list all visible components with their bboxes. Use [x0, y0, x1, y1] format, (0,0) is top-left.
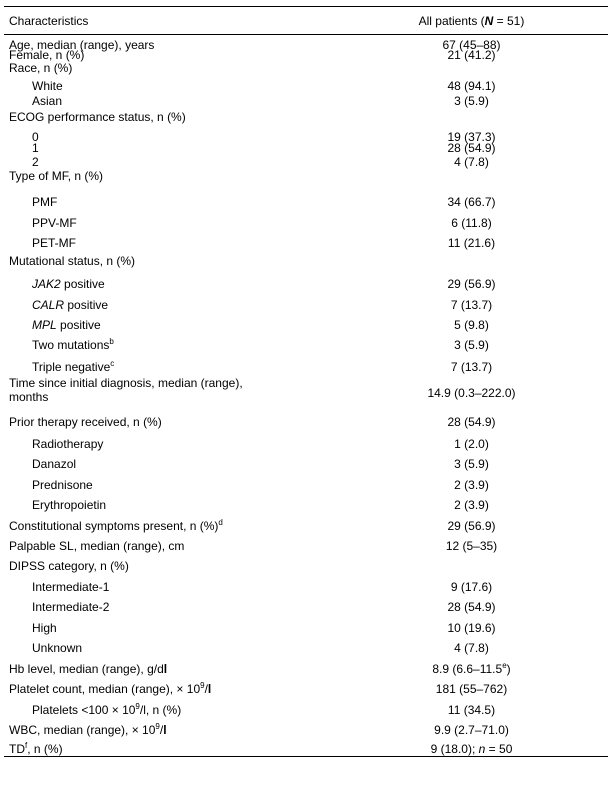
row-value — [344, 641, 599, 655]
row-value — [344, 360, 599, 374]
value-text: 29 (56.9) — [447, 277, 496, 291]
value-text: 4 (7.8) — [454, 641, 489, 655]
label-text: Danazol — [32, 457, 77, 471]
table-row — [4, 230, 608, 251]
table-row — [4, 373, 608, 412]
row-label — [9, 110, 186, 124]
row-value — [344, 277, 599, 291]
label-text: Mutational status, n (%) — [9, 254, 136, 268]
label-text: PPV-MF — [32, 216, 77, 230]
footnote-marker: b — [109, 337, 114, 346]
row-label — [9, 169, 103, 183]
row-label — [32, 621, 57, 635]
label-text: Constitutional symptoms present, n (%) — [9, 519, 219, 533]
table-row — [4, 48, 608, 61]
value-text: 10 (19.6) — [447, 621, 496, 635]
row-value — [344, 236, 599, 250]
label-text-after: /l, n (%) — [139, 703, 182, 717]
label-text: positive — [56, 318, 101, 332]
label-unit: l — [163, 662, 168, 676]
label-text-after: / — [159, 723, 164, 737]
label-text-after: , n (%) — [27, 742, 63, 756]
value-text: 11 (21.6) — [447, 236, 496, 250]
table-row — [4, 432, 608, 452]
row-label — [32, 641, 82, 655]
value-text: 12 (5–35) — [445, 539, 498, 553]
baseline-characteristics-table — [4, 6, 608, 757]
footnote-marker: f — [25, 741, 28, 750]
row-label — [9, 519, 223, 533]
row-label — [32, 94, 62, 108]
header-all-patients — [344, 14, 599, 28]
table-bottom-rule — [4, 756, 608, 757]
table-header-row — [4, 6, 608, 35]
table-body — [4, 35, 608, 757]
row-value — [344, 94, 599, 108]
table-row — [4, 514, 608, 534]
label-text: Palpable SL, median (range), cm — [9, 539, 185, 553]
value-text: 67 (45–88) — [442, 38, 501, 52]
label-text: TD — [9, 742, 25, 756]
row-value — [344, 386, 599, 400]
value-text: 48 (94.1) — [447, 79, 496, 93]
row-value — [344, 216, 599, 230]
label-text: Two mutations — [32, 338, 110, 352]
label-text: Intermediate-1 — [32, 580, 110, 594]
table-row — [4, 155, 608, 169]
table-row — [4, 94, 608, 110]
label-text: Race, n (%) — [9, 61, 73, 75]
row-label — [32, 195, 57, 209]
row-value — [344, 478, 599, 492]
row-label — [32, 457, 76, 471]
label-superscript: 9 — [200, 681, 205, 690]
footnote-marker: d — [218, 518, 223, 527]
row-label — [9, 742, 63, 756]
value-text: 11 (34.5) — [447, 703, 496, 717]
value-text: 8.9 (6.6–11.5 — [432, 662, 503, 676]
value-text: 28 (54.9) — [447, 415, 496, 429]
label-text: Triple negative — [32, 360, 111, 374]
label-text: PET-MF — [32, 236, 76, 250]
value-text: 6 (11.8) — [451, 216, 492, 230]
row-label — [32, 360, 114, 374]
row-value — [344, 298, 599, 312]
label-text: PMF — [32, 195, 58, 209]
value-text: 9 (18.0); — [430, 742, 479, 756]
value-n-symbol: n — [478, 742, 486, 756]
value-text: 19 (37.3) — [447, 130, 496, 144]
label-text: positive — [60, 277, 105, 291]
label-superscript: 9 — [155, 722, 160, 731]
table-row — [4, 493, 608, 514]
table-row — [4, 169, 608, 189]
row-label — [32, 318, 101, 332]
value-suffix: = 50 — [485, 742, 513, 756]
table-row — [4, 35, 608, 52]
label-text: DIPSS category, n (%) — [9, 559, 129, 573]
row-value — [344, 723, 599, 737]
row-value — [344, 498, 599, 512]
row-value — [344, 519, 599, 533]
label-text-after: / — [204, 682, 208, 696]
label-text: 1 — [32, 141, 39, 155]
value-suffix: ) — [506, 662, 511, 676]
value-text: 21 (41.2) — [447, 48, 496, 62]
table-row — [4, 718, 608, 739]
row-value — [344, 682, 599, 696]
table-row — [4, 332, 608, 353]
footnote-marker: c — [110, 359, 115, 368]
row-label — [32, 298, 108, 312]
row-value — [344, 155, 599, 169]
header-all-patients-prefix: All patients ( — [418, 14, 485, 28]
row-label — [32, 580, 109, 594]
table-row — [4, 698, 608, 718]
row-value — [344, 580, 599, 594]
label-gene: JAK2 — [32, 277, 61, 291]
table-row — [4, 452, 608, 473]
label-text: Asian — [32, 94, 63, 108]
row-label — [32, 216, 77, 230]
row-label — [32, 703, 181, 717]
table-row — [4, 353, 608, 373]
table-row — [4, 251, 608, 271]
row-value — [344, 600, 599, 614]
label-text: High — [32, 621, 57, 635]
label-text: 0 — [32, 130, 39, 144]
label-text: Unknown — [32, 641, 83, 655]
table-row — [4, 595, 608, 616]
value-text: 7 (13.7) — [450, 360, 493, 374]
table-row — [4, 534, 608, 554]
table-row — [4, 141, 608, 155]
row-label — [32, 277, 105, 291]
value-text: 181 (55–762) — [435, 682, 508, 696]
row-value — [344, 195, 599, 209]
row-value — [344, 79, 599, 93]
row-value — [344, 415, 599, 429]
value-text: 28 (54.9) — [447, 600, 496, 614]
row-value — [344, 318, 599, 332]
row-label — [32, 141, 39, 155]
row-label — [9, 376, 243, 404]
label-text: Age, median (range), years — [9, 38, 155, 52]
value-text: 29 (56.9) — [447, 519, 496, 533]
value-text: 3 (5.9) — [454, 338, 489, 352]
value-text: 5 (9.8) — [454, 318, 489, 332]
value-text: 28 (54.9) — [447, 141, 496, 155]
value-text: 1 (2.0) — [454, 437, 489, 451]
table-row — [4, 271, 608, 292]
value-text: 4 (7.8) — [454, 155, 489, 169]
table-row — [4, 312, 608, 332]
table-row — [4, 636, 608, 657]
label-text: Female, n (%) — [9, 48, 85, 62]
table-row — [4, 739, 608, 757]
row-label — [9, 254, 135, 268]
row-label — [9, 723, 167, 737]
row-value — [344, 457, 599, 471]
row-label — [9, 48, 84, 62]
row-label — [32, 338, 114, 352]
label-text: Type of MF, n (%) — [9, 169, 104, 183]
row-label — [32, 437, 103, 451]
table-row — [4, 473, 608, 493]
row-value — [344, 141, 599, 155]
row-label — [9, 559, 129, 573]
table-row — [4, 412, 608, 432]
row-value — [344, 539, 599, 553]
value-text: 34 (66.7) — [447, 195, 496, 209]
row-value — [344, 742, 599, 756]
value-text: 14.9 (0.3–222.0) — [427, 386, 516, 400]
label-unit: l — [163, 723, 167, 737]
table-row — [4, 575, 608, 595]
value-text: 3 (5.9) — [454, 457, 489, 471]
label-gene: CALR — [32, 298, 65, 312]
row-label — [32, 79, 63, 93]
row-label — [9, 662, 167, 676]
header-n-symbol: N — [484, 14, 494, 28]
label-text: ECOG performance status, n (%) — [9, 110, 186, 124]
table-row — [4, 554, 608, 575]
row-value — [344, 621, 599, 635]
header-all-patients-suffix: = 51) — [493, 14, 525, 28]
value-text: 2 (3.9) — [454, 498, 489, 512]
table-row — [4, 657, 608, 677]
row-label — [32, 236, 76, 250]
table-row — [4, 189, 608, 210]
row-label — [9, 682, 211, 696]
label-superscript: 9 — [135, 702, 140, 711]
value-footnote-marker: e — [502, 661, 507, 670]
row-value — [344, 48, 599, 62]
value-text: 2 (3.9) — [454, 478, 489, 492]
label-unit: l — [207, 682, 212, 696]
row-label — [9, 61, 72, 75]
row-value — [344, 437, 599, 451]
table-row — [4, 61, 608, 78]
label-text: Radiotherapy — [32, 437, 104, 451]
row-value — [344, 338, 599, 352]
label-text: Intermediate-2 — [32, 600, 110, 614]
value-text: 9.9 (2.7–71.0) — [434, 723, 509, 737]
table-row — [4, 616, 608, 636]
label-text: Erythropoietin — [32, 498, 107, 512]
label-text: Platelets <100 × 10 — [32, 703, 136, 717]
header-characteristics: Characteristics — [9, 14, 89, 28]
value-text: 3 (5.9) — [454, 94, 489, 108]
row-label — [32, 478, 93, 492]
label-text: 2 — [32, 155, 39, 169]
row-label — [9, 539, 184, 553]
label-text: Time since initial diagnosis, median (range), — [9, 376, 243, 390]
table-row — [4, 210, 608, 230]
table-row — [4, 292, 608, 312]
label-text-line2: months — [9, 390, 49, 404]
row-label — [32, 498, 106, 512]
label-text: Hb level, median (range), g/d — [9, 662, 164, 676]
label-text: Platelet count, median (range), × 10 — [9, 682, 201, 696]
table-row — [4, 110, 608, 127]
row-label — [32, 600, 109, 614]
value-text: 7 (13.7) — [450, 298, 493, 312]
row-value — [344, 662, 599, 676]
label-text: WBC, median (range), × 10 — [9, 723, 156, 737]
table-row — [4, 78, 608, 94]
row-label — [32, 155, 39, 169]
table-row — [4, 127, 608, 144]
label-text: Prior therapy received, n (%) — [9, 415, 162, 429]
value-text: 9 (17.6) — [450, 580, 493, 594]
label-text: White — [32, 79, 63, 93]
row-value — [344, 703, 599, 717]
label-text: Prednisone — [32, 478, 93, 492]
table-row — [4, 677, 608, 698]
row-label — [9, 415, 162, 429]
label-text: positive — [64, 298, 109, 312]
label-gene: MPL — [32, 318, 57, 332]
